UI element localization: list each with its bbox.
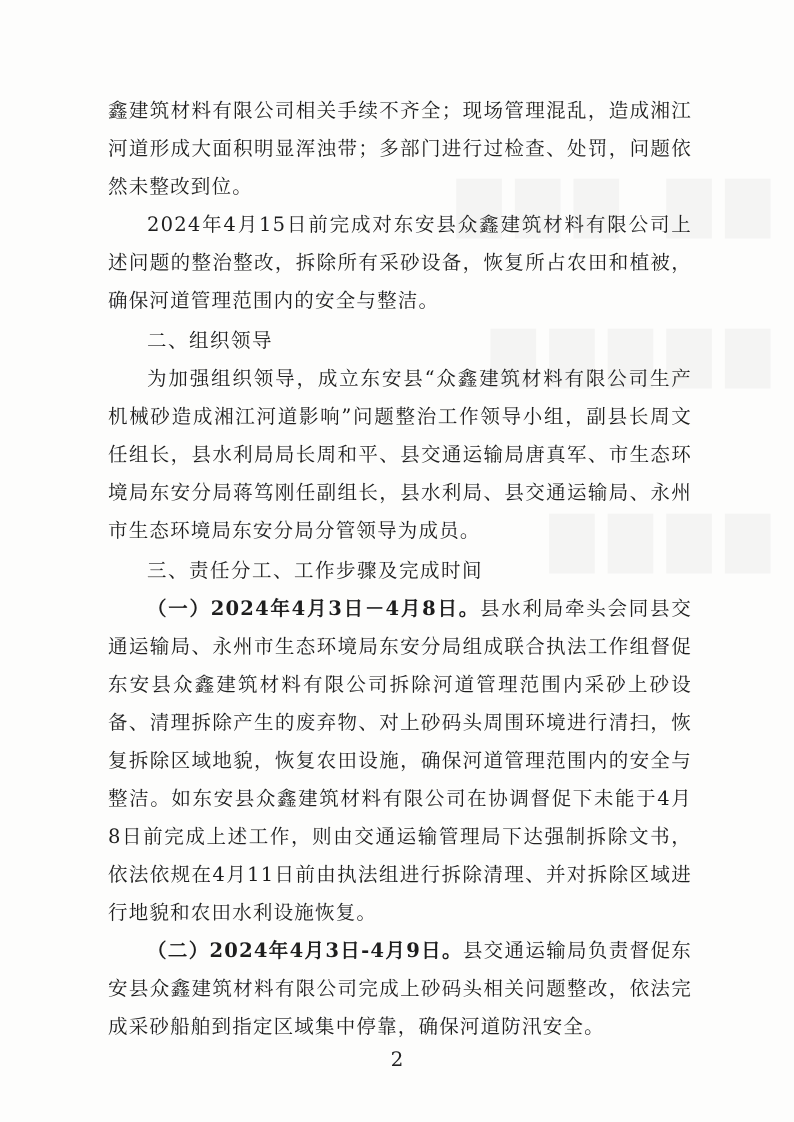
paragraph-organization: 为加强组织领导，成立东安县“众鑫建筑材料有限公司生产机械砂造成湘江河道影响”问题整治工作领导小组，副县长周文任组长，县水利局局长周和平、县交通运输局唐真军、市生态环境局东安分局蒋笃刚任副组长，县水利局、县交通运输局、永州市生态环境局东安分局分管领导为成员。 xyxy=(108,367,692,542)
step-one-label: （一）2024年4月3日－4月8日。 xyxy=(147,597,480,620)
step-one-text: 县水利局牵头会同县交通运输局、永州市生态环境局东安分局组成联合执法工作组督促东安县众鑫建筑材料有限公司拆除河道管理范围内采砂上砂设备、清理拆除产生的废弃物、对上砂码头周围环境进行清扫，恢复拆除区域地貌，恢复农田设施，确保河道管理范围内的安全与整洁。如东安县众鑫建筑材料有限公司在协调督促下未能于4月8日前完成上述工作，则由交通运输管理局下达强制拆除文书，依法依规在4月11日前由执法组进行拆除清理、并对拆除区域进行地貌和农田水利设施恢复。 xyxy=(108,597,692,924)
paragraph-step-one xyxy=(108,590,692,932)
section-heading-responsibilities: 三、责任分工、工作步骤及完成时间 xyxy=(147,559,484,582)
step-two-label: （二）2024年4月3日-4月9日。 xyxy=(147,939,463,962)
document-body xyxy=(108,92,692,1046)
section-heading-organization: 二、组织领导 xyxy=(147,329,274,352)
paragraph-continuation: 鑫建筑材料有限公司相关手续不齐全；现场管理混乱，造成湘江河道形成大面积明显浑浊带；多部门进行过检查、处罚，问题依然未整改到位。 xyxy=(108,99,692,198)
page-number: 2 xyxy=(390,1047,404,1071)
paragraph-deadline: 2024年4月15日前完成对东安县众鑫建筑材料有限公司上述问题的整治整改，拆除所有采砂设备，恢复所占农田和植被，确保河道管理范围内的安全与整洁。 xyxy=(108,213,692,312)
paragraph-step-two xyxy=(108,932,692,1046)
step-two-text: 县交通运输局负责督促东安县众鑫建筑材料有限公司完成上砂码头相关问题整改，依法完成采砂船舶到指定区域集中停靠，确保河道防汛安全。 xyxy=(108,939,692,1038)
